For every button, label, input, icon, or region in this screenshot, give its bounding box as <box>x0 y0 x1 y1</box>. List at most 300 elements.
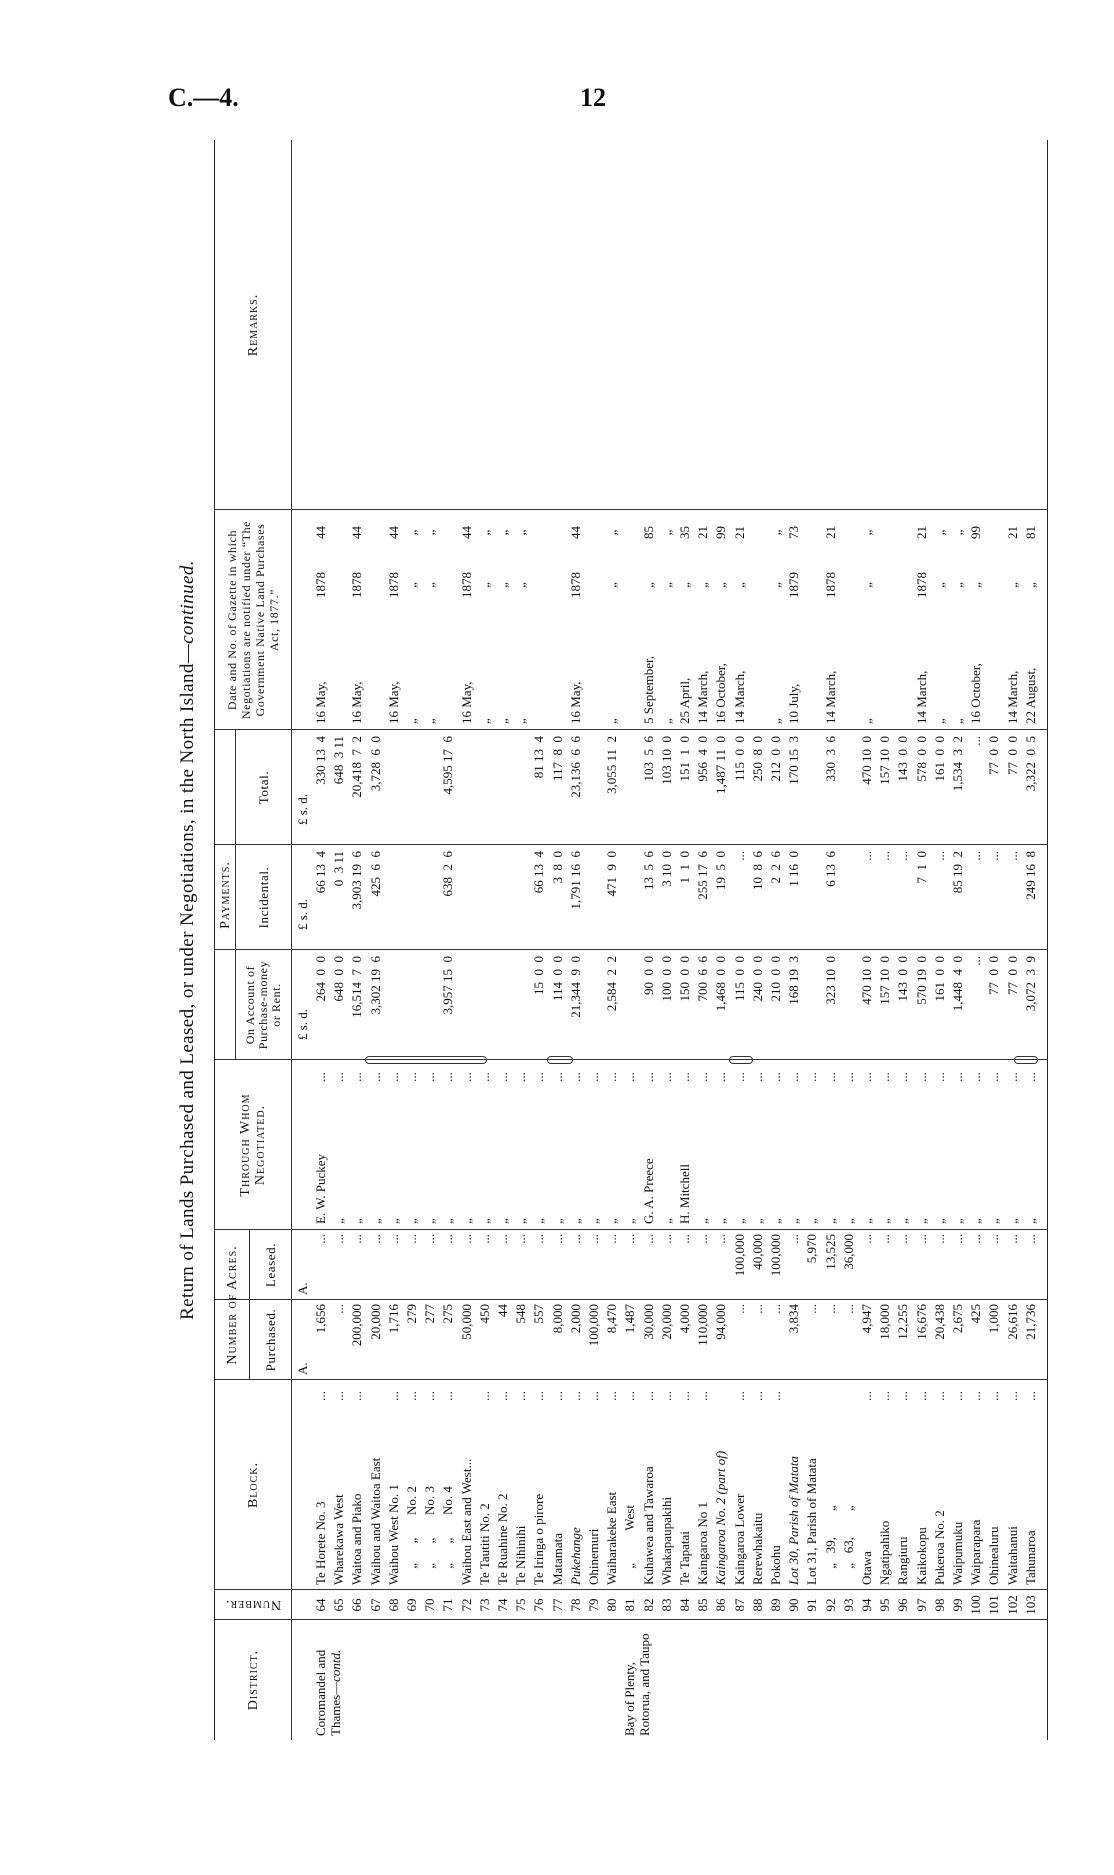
cell-block: „ 63, „ <box>840 1505 856 1585</box>
cell-num: 74 <box>495 1598 510 1612</box>
cell-dots: ... <box>1022 1391 1038 1401</box>
cell-dots2: ... <box>586 1072 601 1082</box>
cell-block: „ „ No. 3 <box>422 1486 438 1585</box>
cell-incidental: 255 17 6 <box>695 851 711 900</box>
district-label <box>313 1622 343 1736</box>
cell-gno: 44 <box>567 526 583 539</box>
cell-dots2: ... <box>331 1072 347 1082</box>
cell-year: „ <box>422 582 438 588</box>
returns-table <box>214 140 1048 1740</box>
cell-leased: 13,525 <box>822 1234 838 1270</box>
cell-leased: ... <box>950 1234 965 1244</box>
cell-year: „ <box>931 582 947 588</box>
cell-purchased: ... <box>749 1304 765 1314</box>
cell-gno: 21 <box>822 526 838 539</box>
cell-dots: ... <box>513 1391 529 1401</box>
cell-account: 77 0 0 <box>986 956 1002 995</box>
cell-gazette: 14 March, <box>695 670 711 724</box>
cell-purchased: 4,947 <box>859 1304 874 1334</box>
cell-leased: ... <box>968 1234 984 1244</box>
cell-leased: ... <box>422 1234 438 1244</box>
cell-num: 72 <box>458 1598 474 1612</box>
cell-purchased: ... <box>822 1304 838 1314</box>
cell-total: 250 8 0 <box>749 736 765 782</box>
cell-dots: ... <box>422 1391 438 1401</box>
cell-year: „ <box>476 582 492 588</box>
cell-agent: „ <box>895 1218 911 1224</box>
cell-dots2: ... <box>895 1072 911 1082</box>
cell-leased: ... <box>1022 1234 1038 1244</box>
cell-gazette: „ <box>859 718 874 724</box>
cell-agent: „ <box>786 1218 802 1224</box>
cell-agent: „ <box>385 1218 401 1224</box>
cell-purchased: 94,000 <box>713 1304 729 1340</box>
cell-purchased: ... <box>331 1304 347 1314</box>
cell-block: Waiharakeke East <box>604 1491 620 1585</box>
cell-total: 77 0 0 <box>986 736 1002 775</box>
cell-leased: ... <box>695 1234 711 1244</box>
cell-agent: „ <box>768 1218 783 1224</box>
cell-account: 157 10 0 <box>877 956 893 1005</box>
cell-leased: ... <box>931 1234 947 1244</box>
cell-leased: ... <box>786 1234 802 1244</box>
cell-block: Lot 30, Parish of Matata <box>786 1456 802 1585</box>
cell-block: Te Tautiti No. 2 <box>476 1503 492 1585</box>
unit-currency: £ s. d. <box>295 1008 310 1040</box>
cell-purchased: 200,000 <box>349 1304 365 1347</box>
cell-agent: „ <box>567 1218 583 1224</box>
cell-purchased: 8,000 <box>549 1304 565 1334</box>
cell-dots2: ... <box>677 1072 692 1082</box>
cell-gno: 81 <box>1022 526 1038 539</box>
unit-currency: £ s. d. <box>295 793 310 825</box>
cell-year: „ <box>1004 582 1020 588</box>
col-incidental: Incidental. <box>255 866 271 929</box>
cell-num: 89 <box>768 1598 783 1612</box>
cell-num: 67 <box>367 1598 383 1612</box>
cell-gno: 44 <box>313 526 328 539</box>
cell-incidental: ... <box>731 851 747 861</box>
cell-gazette: 25 April, <box>677 677 692 724</box>
cell-incidental: 1 1 0 <box>677 851 692 884</box>
cell-num: 92 <box>822 1598 838 1612</box>
cell-year: 1878 <box>313 572 328 598</box>
cell-total: ... <box>968 736 984 746</box>
cell-agent: „ <box>549 1218 565 1224</box>
col-through-whom: Through Whom Negotiated. <box>238 1093 268 1197</box>
cell-gazette: 14 March, <box>822 670 838 724</box>
cell-total: 578 0 0 <box>913 736 929 782</box>
cell-account: 161 0 0 <box>931 956 947 1002</box>
cell-incidental: ... <box>968 851 984 861</box>
cell-block: Rerewhakaitu <box>749 1512 765 1585</box>
cell-num: 95 <box>877 1598 893 1612</box>
cell-dots2: ... <box>640 1072 656 1082</box>
cell-num: 88 <box>749 1598 765 1612</box>
cell-account: 3,072 3 9 <box>1022 956 1038 1012</box>
cell-account: 77 0 0 <box>1004 956 1020 995</box>
district-label <box>622 1622 652 1736</box>
cell-block: Kuhawea and Tawaroa <box>640 1466 656 1585</box>
cell-year: „ <box>859 582 874 588</box>
report-code: C.—4. <box>168 83 239 112</box>
cell-dots2: ... <box>440 1072 456 1082</box>
cell-account: 1,448 4 0 <box>950 956 965 1012</box>
cell-leased: ... <box>349 1234 365 1244</box>
cell-block: Waihou East and West... <box>458 1458 474 1585</box>
cell-year: 1878 <box>385 572 401 598</box>
cell-leased: ... <box>531 1234 547 1244</box>
cell-agent: „ <box>749 1218 765 1224</box>
cell-dots: ... <box>895 1391 911 1401</box>
cell-num: 68 <box>385 1598 401 1612</box>
cell-num: 103 <box>1022 1595 1038 1615</box>
cell-total: 330 13 4 <box>313 736 328 785</box>
cell-num: 81 <box>622 1598 638 1612</box>
cell-total: 3,055 11 2 <box>604 736 620 795</box>
cell-incidental: 3 8 0 <box>549 851 565 884</box>
cell-block: Wharekawa West <box>331 1494 347 1585</box>
col-block: Block. <box>245 1461 261 1509</box>
cell-account: 1,468 0 0 <box>713 956 729 1012</box>
cell-block: Pukeroa No. 2 <box>931 1510 947 1585</box>
cell-block: Waitoa and Piako <box>349 1493 365 1585</box>
cell-num: 65 <box>331 1598 347 1612</box>
cell-purchased: 30,000 <box>640 1304 656 1340</box>
cell-block: Kaingaroa Lower <box>731 1493 747 1585</box>
cell-block: „ 39, „ <box>822 1505 838 1585</box>
cell-gno: 73 <box>786 526 802 539</box>
cell-dots: ... <box>731 1391 747 1401</box>
cell-purchased: 20,438 <box>931 1304 947 1340</box>
cell-gno: „ <box>859 529 874 536</box>
unit-acres: A. <box>295 1282 310 1295</box>
cell-dots: ... <box>476 1391 492 1401</box>
cell-leased: ... <box>895 1234 911 1244</box>
cell-gno: „ <box>404 529 419 536</box>
cell-dots: ... <box>986 1391 1002 1401</box>
cell-gazette: „ <box>422 718 438 724</box>
cell-purchased: 279 <box>404 1304 419 1324</box>
cell-block: Te Nihinihi <box>513 1525 529 1585</box>
cell-total: 648 3 11 <box>331 736 347 785</box>
cell-purchased: 1,716 <box>385 1304 401 1334</box>
cell-account: 240 0 0 <box>749 956 765 1002</box>
cell-dots2: ... <box>877 1072 893 1082</box>
cell-leased: ... <box>404 1234 419 1244</box>
col-leased: Leased. <box>262 1242 278 1288</box>
cell-total: 23,136 6 6 <box>567 736 583 798</box>
cell-dots2: ... <box>822 1072 838 1082</box>
col-district: District. <box>245 1649 261 1711</box>
rule <box>215 949 1047 950</box>
col-purchased: Purchased. <box>262 1308 278 1372</box>
cell-gno: „ <box>931 529 947 536</box>
cell-agent: „ <box>695 1218 711 1224</box>
cell-purchased: 26,616 <box>1004 1304 1020 1340</box>
cell-agent: „ <box>513 1218 529 1224</box>
cell-purchased: 50,000 <box>458 1304 474 1340</box>
cell-total: 3,728 6 0 <box>367 736 383 792</box>
cell-leased: ... <box>877 1234 893 1244</box>
cell-agent: „ <box>658 1218 674 1224</box>
cell-gno: „ <box>495 529 510 536</box>
cell-purchased: 2,675 <box>950 1304 965 1334</box>
cell-incidental: ... <box>986 851 1002 861</box>
cell-gazette: „ <box>404 718 419 724</box>
cell-incidental: 1 16 0 <box>786 851 802 887</box>
cell-gno: 35 <box>677 526 692 539</box>
cell-agent: „ <box>859 1218 874 1224</box>
cell-gno: „ <box>658 529 674 536</box>
cell-gno: 44 <box>349 526 365 539</box>
cell-year: „ <box>731 582 747 588</box>
cell-account: 115 0 0 <box>731 956 747 1002</box>
table-title <box>168 140 208 1740</box>
rule <box>215 1229 1047 1230</box>
cell-dots2: ... <box>476 1072 492 1082</box>
cell-agent: „ <box>731 1218 747 1224</box>
cell-account: 210 0 0 <box>768 956 783 1002</box>
cell-account: 150 0 0 <box>677 956 692 1002</box>
cell-dots2: ... <box>495 1072 510 1082</box>
cell-incidental: ... <box>895 851 911 861</box>
cell-gazette: „ <box>513 718 529 724</box>
cell-dots2: ... <box>859 1072 874 1082</box>
cell-purchased: 3,834 <box>786 1304 802 1334</box>
col-acres: Number of Acres. <box>224 1245 240 1365</box>
cell-dots: ... <box>349 1391 365 1401</box>
cell-agent: „ <box>877 1218 893 1224</box>
cell-dots: ... <box>404 1391 419 1401</box>
cell-gazette: „ <box>658 718 674 724</box>
cell-block: Te Tapatai <box>677 1531 692 1585</box>
cell-incidental: 66 13 4 <box>313 851 328 894</box>
cell-dots: ... <box>913 1391 929 1401</box>
cell-total: 81 13 4 <box>531 736 547 779</box>
cell-dots2: ... <box>749 1072 765 1082</box>
cell-block: Kaikokopu <box>913 1527 929 1585</box>
cell-num: 87 <box>731 1598 747 1612</box>
cell-leased: 100,000 <box>768 1234 783 1277</box>
cell-gazette: 14 March, <box>1004 670 1020 724</box>
cell-dots: ... <box>313 1391 328 1401</box>
cell-block: Matamata <box>549 1533 565 1585</box>
cell-agent: „ <box>422 1218 438 1224</box>
cell-dots2: ... <box>931 1072 947 1082</box>
unit-currency: £ s. d. <box>295 898 310 930</box>
cell-leased: 5,970 <box>804 1234 820 1264</box>
cell-gno: „ <box>422 529 438 536</box>
cell-incidental: 85 19 2 <box>950 851 965 894</box>
cell-agent: „ <box>495 1218 510 1224</box>
cell-account: 648 0 0 <box>331 956 347 1002</box>
cell-block: Te Horete No. 3 <box>313 1501 328 1585</box>
cell-incidental: 7 1 0 <box>913 851 929 884</box>
cell-leased: ... <box>331 1234 347 1244</box>
col-gazette: Date and No. of Gazette in which Negotiations are notified under “The Government Native Land Purchases Act, 1877.” <box>225 520 281 720</box>
cell-num: 69 <box>404 1598 419 1612</box>
cell-purchased: 450 <box>476 1304 492 1324</box>
cell-dots: ... <box>950 1391 965 1401</box>
cell-gno: 21 <box>1004 526 1020 539</box>
cell-dots2: ... <box>731 1072 747 1082</box>
rotated-table-sheet <box>168 140 1046 1740</box>
cell-dots: ... <box>877 1391 893 1401</box>
cell-total: 170 15 3 <box>786 736 802 785</box>
cell-account: 143 0 0 <box>895 956 911 1002</box>
cell-gazette: 16 May, <box>567 681 583 724</box>
cell-year: „ <box>640 582 656 588</box>
cell-block: Waitahanui <box>1004 1526 1020 1585</box>
district-name: Coromandel and Thames— <box>313 1649 343 1736</box>
cell-agent: „ <box>458 1218 474 1224</box>
cell-purchased: 275 <box>440 1304 456 1324</box>
cell-num: 66 <box>349 1598 365 1612</box>
cell-dots: ... <box>968 1391 984 1401</box>
cell-num: 79 <box>586 1598 601 1612</box>
cell-gazette: „ <box>950 718 965 724</box>
cell-num: 76 <box>531 1598 547 1612</box>
cell-block: Whakapaupakihi <box>658 1496 674 1585</box>
cell-agent: „ <box>968 1218 984 1224</box>
cell-account: 90 0 0 <box>640 956 656 995</box>
cell-dots2: ... <box>713 1072 729 1082</box>
cell-block: Pukehange <box>567 1527 583 1585</box>
cell-year: „ <box>713 582 729 588</box>
cell-year: „ <box>404 582 419 588</box>
cell-gazette: 22 August, <box>1022 667 1038 724</box>
cell-leased: ... <box>913 1234 929 1244</box>
cell-total: 212 0 0 <box>768 736 783 782</box>
cell-dots2: ... <box>950 1072 965 1082</box>
cell-year: „ <box>968 582 984 588</box>
cell-agent: „ <box>531 1218 547 1224</box>
cell-total: 157 10 0 <box>877 736 893 785</box>
cell-dots: ... <box>586 1391 601 1401</box>
cell-dots: ... <box>640 1391 656 1401</box>
cell-year: 1878 <box>458 572 474 598</box>
cell-agent: „ <box>367 1218 383 1224</box>
col-remarks: Remarks. <box>245 293 261 357</box>
cell-leased: ... <box>549 1234 565 1244</box>
cell-account: 168 19 3 <box>786 956 802 1005</box>
cell-dots: ... <box>768 1391 783 1401</box>
cell-block: „ „ No. 2 <box>404 1486 419 1585</box>
cell-incidental: 3,903 19 6 <box>349 851 365 910</box>
cell-account: ... <box>968 956 984 966</box>
cell-total: 20,418 7 2 <box>349 736 365 798</box>
title-lead: Return of Lands Purchased and Leased, or under Negotiations, in the North Island— <box>177 643 198 1320</box>
cell-dots2: ... <box>549 1072 565 1082</box>
cell-dots: ... <box>604 1391 620 1401</box>
cell-account: 16,514 7 0 <box>349 956 365 1018</box>
cell-purchased: 425 <box>968 1304 984 1324</box>
cell-block: Waihou West No. 1 <box>385 1484 401 1585</box>
cell-purchased: 277 <box>422 1304 438 1324</box>
cell-gazette: „ <box>495 718 510 724</box>
cell-agent: E. W. Puckey <box>313 1153 328 1224</box>
cell-gazette: 16 May, <box>458 681 474 724</box>
cell-incidental: 3 10 0 <box>658 851 674 887</box>
cell-purchased: 12,255 <box>895 1304 911 1340</box>
cell-dots2: ... <box>786 1072 802 1082</box>
cell-gazette: 16 October, <box>968 663 984 724</box>
cell-num: 94 <box>859 1598 874 1612</box>
cell-dots: ... <box>531 1391 547 1401</box>
cell-total: 956 4 0 <box>695 736 711 782</box>
cell-purchased: 18,000 <box>877 1304 893 1340</box>
cell-dots: ... <box>931 1391 947 1401</box>
cell-gno: 21 <box>731 526 747 539</box>
cell-num: 77 <box>549 1598 565 1612</box>
cell-num: 96 <box>895 1598 911 1612</box>
cell-total: 103 5 6 <box>640 736 656 782</box>
cell-leased: ... <box>622 1234 638 1244</box>
cell-block: Kaingaroa No. 2 (part of) <box>713 1450 729 1585</box>
cell-agent: „ <box>622 1218 638 1224</box>
cell-year: „ <box>513 582 529 588</box>
cell-num: 71 <box>440 1598 456 1612</box>
cell-leased: ... <box>859 1234 874 1244</box>
cell-purchased: 1,656 <box>313 1304 328 1334</box>
cell-leased: ... <box>677 1234 692 1244</box>
cell-leased: 40,000 <box>749 1234 765 1270</box>
rule <box>215 1059 1047 1060</box>
cell-year: „ <box>677 582 692 588</box>
cell-block: Pokohu <box>768 1545 783 1585</box>
cell-agent: „ <box>586 1218 601 1224</box>
cell-purchased: ... <box>804 1304 820 1314</box>
cell-total: 77 0 0 <box>1004 736 1020 775</box>
cell-block: Te Ruahine No. 2 <box>495 1493 510 1585</box>
cell-dots: ... <box>567 1391 583 1401</box>
cell-agent: „ <box>822 1218 838 1224</box>
cell-gno: 44 <box>385 526 401 539</box>
cell-incidental: 0 3 11 <box>331 851 347 887</box>
unit-acres: A. <box>295 1362 310 1375</box>
cell-account: 2,584 2 2 <box>604 956 620 1012</box>
cell-num: 91 <box>804 1598 820 1612</box>
cell-num: 70 <box>422 1598 438 1612</box>
cell-account: 323 10 0 <box>822 956 838 1005</box>
cell-year: 1878 <box>349 572 365 598</box>
cell-leased: ... <box>458 1234 474 1244</box>
col-total: Total. <box>255 770 271 805</box>
cell-num: 75 <box>513 1598 529 1612</box>
cell-num: 83 <box>658 1598 674 1612</box>
rule <box>215 844 1047 845</box>
cell-dots2: ... <box>404 1072 419 1082</box>
cell-gazette: 14 March, <box>731 670 747 724</box>
cell-gno: „ <box>768 529 783 536</box>
cell-incidental: 66 13 4 <box>531 851 547 894</box>
cell-block: „ „ No. 4 <box>440 1486 456 1585</box>
cell-agent: „ <box>440 1218 456 1224</box>
cell-year: 1878 <box>913 572 929 598</box>
cell-block: Rangiuru <box>895 1536 911 1585</box>
cell-dots2: ... <box>367 1072 383 1082</box>
cell-gazette: 16 October, <box>713 663 729 724</box>
cell-gno: „ <box>476 529 492 536</box>
cell-leased: ... <box>640 1234 656 1244</box>
cell-dots2: ... <box>695 1072 711 1082</box>
cell-account: 700 6 6 <box>695 956 711 1002</box>
cell-agent: „ <box>804 1218 820 1224</box>
cell-gazette: 16 May, <box>313 681 328 724</box>
cell-gno: 99 <box>968 526 984 539</box>
cell-dots: ... <box>622 1391 638 1401</box>
